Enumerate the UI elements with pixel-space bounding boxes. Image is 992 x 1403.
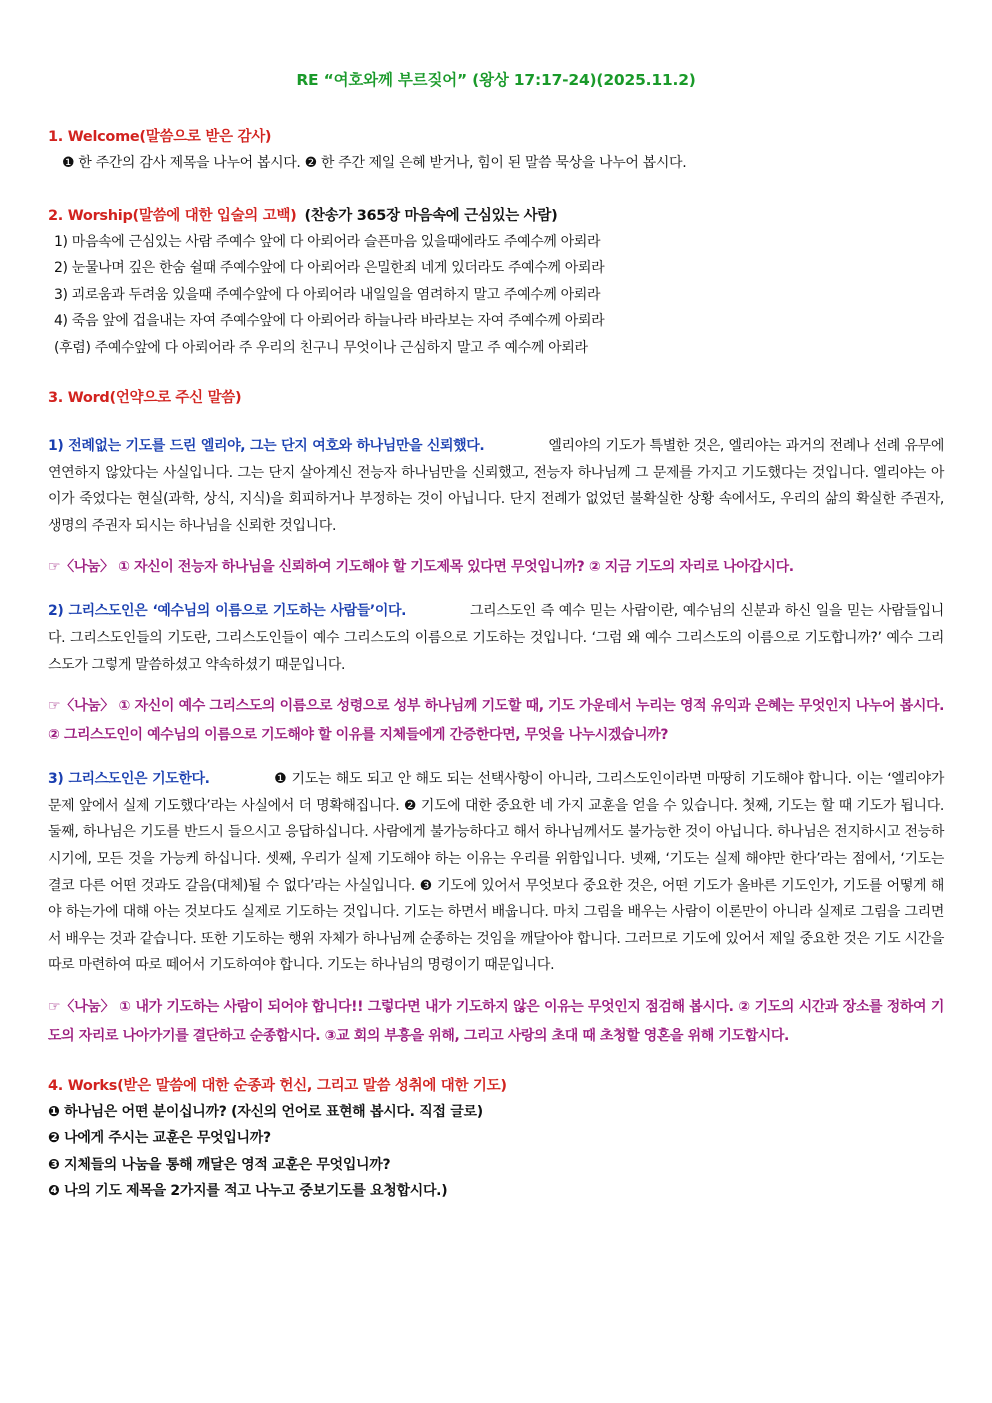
hymn-title: (찬송가 365장 마음속에 근심있는 사람) [304, 207, 558, 224]
word-point-3-share: ☞〈나눔〉 ① 내가 기도하는 사람이 되어야 합니다!! 그렇다면 내가 기도하지 않은 이유는 무엇인지 점검해 봅시다. ② 기도의 시간과 장소를 정하여 기도의 자리로 나아가기를 결단하고 순종합시다. ③교 회의 부흥을 위해, 그리고 사랑의 초대 때 초청할 영혼을 위해 기도합시다. [48, 998, 944, 1044]
word-point-2 [48, 598, 944, 678]
word-point-3-title: 3) 그리스도인은 기도한다. [48, 771, 210, 788]
works-heading: 4. Works(받은 말씀에 대한 순종과 헌신, 그리고 말씀 성취에 대한 기도) [48, 1077, 507, 1094]
word-point-1-title: 1) 전례없는 기도를 드린 엘리야, 그는 단지 여호와 하나님만을 신뢰했다. [48, 438, 485, 454]
worship-heading [48, 203, 944, 229]
word-point-2-title: 2) 그리스도인은 ‘예수님의 이름으로 기도하는 사람들’이다. [48, 603, 406, 620]
works-item-2: ❷ 나에게 주시는 교훈은 무엇입니까? [48, 1130, 271, 1147]
word-point-3-body: ❶ 기도는 해도 되고 안 해도 되는 선택사항이 아니라, 그리스도인이라면 마땅히 기도해야 합니다. 이는 ‘엘리야가 문제 앞에서 실제 기도했다’라는 사실에서 더 명확해집니다. ❷ 기도에 대한 중요한 네 가지 교훈을 얻을 수 있습니다. 첫째, 기도는 할 때 기도가 됩니다. 둘째, 하나님은 기도를 반드시 들으시고 응답하십니다. 사람에게 불가능하다고 해서 하나님께서도 불가능한 것이 아닙니다. 하나님은 전지하시고 전능하시기에, 모든 것을 가능케 하십니다. 셋째, 우리가 실제 기도해야 하는 이유는 우리를 위함입니다. 넷째, ‘기도는 실제 해야만 한다’라는 점에서, ‘기도는 결코 다른 어떤 것과도 갈음(대체)될 수 없다’라는 사실입니다. ❸ 기도에 있어서 무엇보다 중요한 것은, 어떤 기도가 올바른 기도인가, 기도를 어떻게 해야 하는가에 대해 아는 것보다도 실제로 기도하는 것입니다. 기도는 하면서 배웁니다. 마치 그림을 배우는 사람이 이론만이 아니라 실제로 그림을 그리면서 배우는 것과 같습니다. 또한 기도하는 행위 자체가 하나님께 순종하는 것임을 깨달아야 합니다. 그러므로 기도에 있어서 제일 중요한 것은 기도 시간을 따로 마련하여 따로 떼어서 기도하여야 합니다. 기도는 하나님의 명령이기 때문입니다. [48, 771, 944, 974]
works-item-1: ❶ 하나님은 어떤 분이십니까? (자신의 언어로 표현해 봅시다. 직접 글로) [48, 1103, 483, 1120]
word-point-1-share: ☞〈나눔〉 ① 자신이 전능자 하나님을 신뢰하여 기도해야 할 기도제목 있다면 무엇입니까? ② 지금 기도의 자리로 나아갑시다. [48, 559, 794, 576]
worship-heading-label: 2. Worship(말씀에 대한 입술의 고백) [48, 207, 297, 224]
word-point-1 [48, 433, 944, 539]
hymn-verse-1: 1) 마음속에 근심있는 사람 주예수 앞에 다 아뢰어라 슬픈마음 있을때에라도 주예수께 아뢰라 [54, 233, 601, 250]
welcome-heading: 1. Welcome(말씀으로 받은 감사) [48, 129, 272, 145]
word-point-1-body: 엘리야의 기도가 특별한 것은, 엘리야는 과거의 전례나 선례 유무에 연연하지 않았다는 사실입니다. 그는 단지 살아계신 전능자 하나님만을 신뢰했고, 전능자 하나님께 그 문제를 가지고 기도했다는 것입니다. 엘리야는 아이가 죽었다는 현실(과학, 상식, 지식)을 회피하거나 부정하는 것이 아닙니다. 단지 전례가 없었던 불확실한 상황 속에서도, 우리의 삶의 확실한 주권자, 생명의 주권자 되시는 하나님을 신뢰한 것입니다. [48, 438, 944, 534]
word-heading: 3. Word(언약으로 주신 말씀) [48, 390, 242, 406]
hymn-verse-3: 3) 괴로움과 두려움 있을때 주예수앞에 다 아뢰어라 내일일을 염려하지 말고 주예수께 아뢰라 [54, 286, 601, 303]
works-item-4: ❹ 나의 기도 제목을 2가지를 적고 나누고 중보기도를 요청합시다.) [48, 1183, 448, 1200]
word-point-2-body: 그리스도인 즉 예수 믿는 사람이란, 예수님의 신분과 하신 일을 믿는 사람들입니다. 그리스도인들의 기도란, 그리스도인들이 예수 그리스도의 이름으로 기도하는 것입니다. ‘그럼 왜 예수 그리스도의 이름으로 기도합니까?’ 예수 그리스도가 그렇게 말씀하셨고 약속하셨기 때문입니다. [48, 603, 944, 673]
hymn-verse-2: 2) 눈물나며 깊은 한숨 쉴때 주예수앞에 다 아뢰어라 은밀한죄 네게 있더라도 주예수께 아뢰라 [54, 260, 605, 276]
welcome-text: ❶ 한 주간의 감사 제목을 나누어 봅시다. ❷ 한 주간 제일 은혜 받거나, 힘이 된 말씀 묵상을 나누어 봅시다. [62, 155, 687, 171]
page-title: RE “여호와께 부르짖어” (왕상 17:17-24)(2025.11.2) [296, 71, 696, 89]
works-item-3: ❸ 지체들의 나눔을 통해 깨달은 영적 교훈은 무엇입니까? [48, 1156, 391, 1173]
hymn-verse-4: 4) 죽음 앞에 겁을내는 자여 주예수앞에 다 아뢰어라 하늘나라 바라보는 자여 주예수께 아뢰라 [54, 313, 605, 329]
word-point-3 [48, 766, 944, 979]
hymn-chorus: (후렴) 주예수앞에 다 아뢰어라 주 우리의 친구니 무엇이나 근심하지 말고 주 예수께 아뢰라 [54, 339, 588, 356]
word-point-2-share: ☞〈나눔〉 ① 자신이 예수 그리스도의 이름으로 성령으로 성부 하나님께 기도할 때, 기도 가운데서 누리는 영적 유익과 은혜는 무엇인지 나누어 봅시다. ② 그리스도인이 예수님의 이름으로 기도해야 할 이유를 지체들에게 간증한다면, 무엇을 나누시겠습니까? [48, 698, 944, 744]
